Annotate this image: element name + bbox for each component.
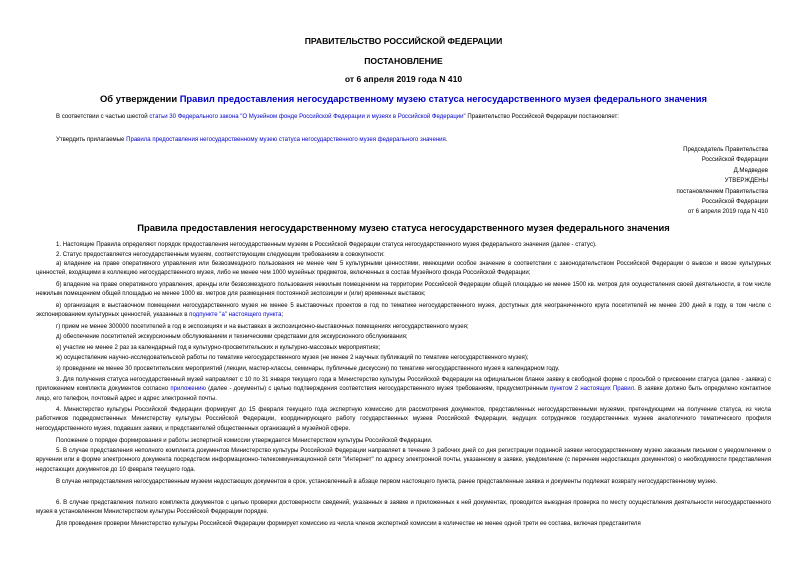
rule-paragraph-1: 1. Настоящие Правила определяют порядок предоставления негосударственным музеям в Российской Федерации статуса негосударственного музея федерального значения (далее - статус). (56, 242, 597, 248)
signature-line: Д.Медведев (733, 166, 768, 174)
document-title (0, 93, 807, 105)
rule-3-text-mid: (далее - документы) с целью подтверждения соответствия негосударственного музея требованиям, предусмотренным (205, 386, 551, 393)
rule-paragraph-5: 5. В случае представления неполного комплекта документов Министерство культуры Российской Федерации направляет в течение 3 рабочих дней со дня регистрации поданной заявки негосударственному музею заказным письмом с уведомлением о вручении или в форме электронного документа посредством информационно-телекоммуникационной сети "Интернет" по адресу электронной почты, указанному в заявке, уведомление (с перечнем недостающих документов) о необходимости представления недостающих документов до 10 февраля текущего года. (36, 448, 771, 473)
title-link[interactable]: Правил предоставления негосударственному музею статуса негосударственного музея федерального значения (179, 93, 707, 104)
rule-item-v (36, 302, 771, 321)
point-2-link[interactable]: пунктом 2 настоящих Правил (550, 386, 635, 393)
rule-paragraph-6: 6. В случае представления полного комплекта документов с целью проверки достоверности сведений, указанных в заявке и приложенных к ней документах, проводится выездная проверка по месту осуществления деятельности негосударственного музея в установленном Министерством культуры Российской Федерации порядке. (36, 500, 771, 516)
rules-link[interactable]: Правила предоставления негосударственному музею статуса негосударственного музея федерального значения (126, 137, 446, 143)
rule-item-zh: ж) осуществление научно-исследовательской работы по тематике негосударственного музея (не менее 2 научных публикаций по тематике негосударственного музея); (56, 355, 529, 361)
subpoint-a-link[interactable]: подпункте "а" настоящего пункта (189, 312, 282, 319)
rule-item-v-text: в) организация в выставочном помещении негосударственного музея не менее 5 выставочных проектов в год по тематике негосударственного музея, доступных для неограниченного круга посетителей не менее 200 дней в году, в том числе с экспонированием культурных ценностей, указанных в (36, 303, 771, 319)
signature-line: Российской Федерации (701, 198, 768, 206)
doc-type-heading: ПОСТАНОВЛЕНИЕ (364, 56, 443, 66)
signature-line: УТВЕРЖДЕНЫ (724, 177, 768, 185)
approve-text: Утвердить прилагаемые (56, 137, 127, 143)
rule-paragraph-5b: В случае непредставления негосударственным музеем недостающих документов в срок, установленный в абзаце первом настоящего пункта, ранее представленные заявка и документы подлежат возврату негосударственному музею. (56, 479, 718, 485)
signature-line: от 6 апреля 2019 года N 410 (687, 208, 768, 216)
law-article-link[interactable]: статьи 30 Федерального закона "О Музейном фонде Российской Федерации и музеях в Российской Федерации" (149, 114, 466, 120)
preamble-text: В соответствии с частью шестой (56, 114, 150, 120)
rule-paragraph-4: 4. Министерство культуры Российской Федерации формирует до 15 февраля текущего года экспертную комиссию для рассмотрения документов, представленных негосударственными музеями, претендующими на получение статуса, из числа работников подведомственных Министерству культуры Российской Федерации, координирующего работу государственных музеев Российской Федерации, ведущих сотрудников государственных музеев аналогичного тематического профиля негосударственного музея, подавших заявки, и представителей общественных организаций в музейной сфере. (36, 407, 771, 432)
rule-paragraph-3 (36, 376, 771, 404)
rule-3-text-end: . В заявке должно быть определено контактное лицо, его телефон, почтовый адрес и адрес электронной почты. (36, 386, 771, 402)
appendix-link[interactable]: приложению (170, 386, 206, 393)
signature-line: постановлением Правительства (676, 187, 768, 195)
rule-3-text: 3. Для получения статуса негосударственный музей направляет с 10 по 31 января текущего года в Министерство культуры Российской Федерации на официальном бланке заявку в свободной форме с просьбой о присвоении статуса (далее - заявка) с приложением комплекта документов согласно (36, 377, 771, 393)
rule-item-z: з) проведение не менее 30 просветительских мероприятий (лекции, мастер-классы, семинары, публичные дискуссии) по тематике негосударственного музея в календарном году. (56, 366, 560, 372)
rule-item-g: г) прием не менее 300000 посетителей в год в экспозициях и на выставках в экспозиционно-выставочных помещениях негосударственного музея; (56, 324, 469, 330)
signature-block (560, 145, 768, 218)
rule-item-b: б) владение на праве оперативного управления, аренды или безвозмездного пользования нежилым помещением на территории Российской Федерации общей площадью не менее 1500 кв. метров для осуществления своей деятельности, в том числе нежилым помещением общей площадью не менее 1000 кв. метров для размещения постоянной экспозиции и (или) временных выставок; (36, 282, 771, 298)
rule-item-v-end: ; (281, 312, 284, 319)
preamble-text-end: Правительство Российской Федерации постановляет: (465, 114, 619, 120)
title-prefix: Об утверждении (100, 93, 180, 104)
rule-paragraph-4b: Положение о порядке формирования и работы экспертной комиссии утверждается Министерством культуры Российской Федерации. (56, 438, 433, 444)
preamble-paragraph (36, 113, 771, 122)
rule-item-d: д) обеспечение посетителей экскурсионным обслуживанием и техническими средствами для экскурсионного обслуживания; (56, 334, 408, 340)
rule-paragraph-6b: Для проведения проверки Министерство культуры Российской Федерации формирует комиссию из числа членов экспертной комиссии в количестве не менее одной трети ее состава, включая представителя (56, 521, 641, 527)
date-number: от 6 апреля 2019 года N 410 (344, 74, 463, 84)
rules-title: Правила предоставления негосударственному музею статуса негосударственного музея федерального значения (137, 222, 670, 233)
government-heading: ПРАВИТЕЛЬСТВО РОССИЙСКОЙ ФЕДЕРАЦИИ (304, 36, 503, 46)
signature-line: Председатель Правительства (683, 146, 768, 153)
approve-text-end: . (445, 137, 448, 143)
signature-line: Российской Федерации (701, 156, 768, 164)
rule-item-e: е) участие не менее 2 раз за календарный год в культурно-просветительских и культурно-массовых мероприятиях; (56, 345, 381, 351)
rule-item-a: а) владение на праве оперативного управления или безвозмездного пользования не менее чем 5 культурными ценностями, имеющими особое значение в соответствии с законодательством Российской Федерации о вывозе и ввозе культурных ценностей, входящими в коллекцию негосударственного музея, либо не менее чем 1000 музейных предметов, включенных в состав Музейного фонда Российской Федерации; (36, 261, 771, 277)
rule-paragraph-2: 2. Статус предоставляется негосударственным музеям, соответствующим следующим требованиям в совокупности: (56, 252, 385, 258)
